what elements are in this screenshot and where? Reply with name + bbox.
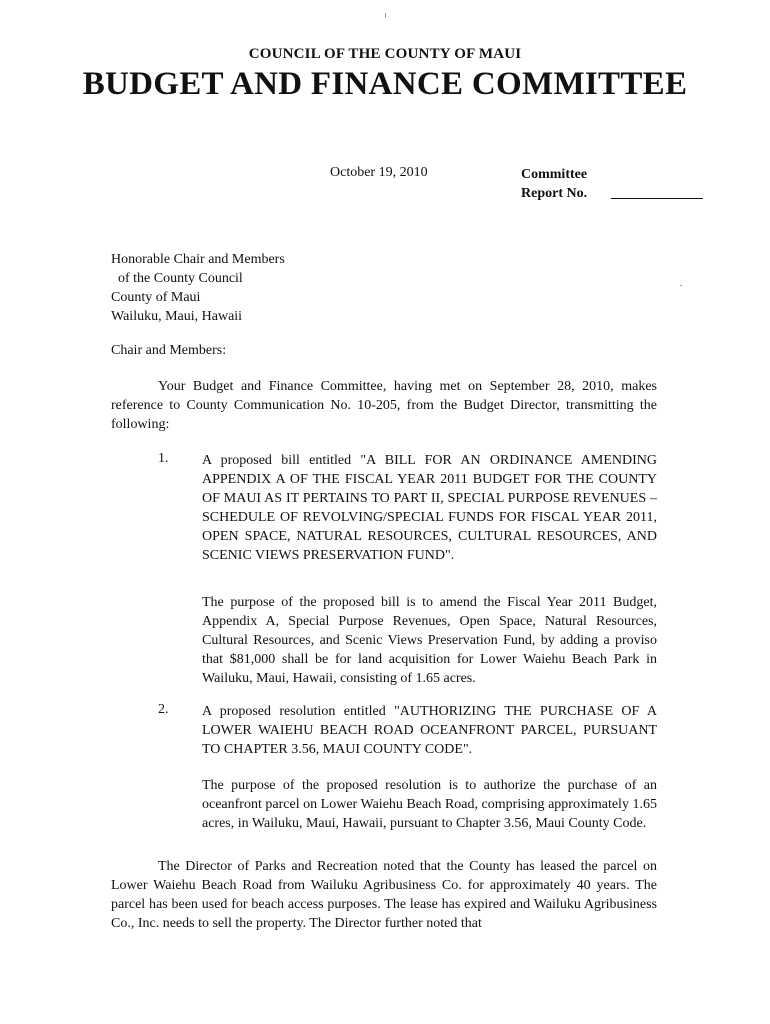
item-title: A proposed resolution entitled "AUTHORIZING THE PURCHASE OF A LOWER WAIEHU BEACH ROAD OCEANFRONT PARCEL, PURSUANT TO CHAPTER 3.56, MAUI COUNTY CODE". (202, 704, 657, 757)
item-purpose: The purpose of the proposed bill is to amend the Fiscal Year 2011 Budget, Appendix A, Special Purpose Revenues, Open Space, Natural Resources, Cultural Resources, and Scenic Views Preservation Fund, by adding a proviso that $81,000 shall be for land acquisition for Lower Waiehu Beach Park in Wailuku, Maui, Hawaii, consisting of 1.65 acres. (202, 595, 657, 686)
item-number: 1. (158, 451, 169, 466)
addressee-line: Wailuku, Maui, Hawaii (111, 309, 243, 324)
addressee-line: Honorable Chair and Members (111, 252, 285, 267)
item-title: A proposed bill entitled "A BILL FOR AN ORDINANCE AMENDING APPENDIX A OF THE FISCAL YEAR 2011 BUDGET FOR THE COUNTY OF MAUI AS IT PERTAINS TO PART II, SPECIAL PURPOSE REVENUES – SCHEDULE OF REVOLVING/SPECIAL FUNDS FOR FISCAL YEAR 2011, OPEN SPACE, NATURAL RESOURCES, CULTURAL RESOURCES, AND SCENIC VIEWS PRESERVATION FUND". (202, 453, 657, 563)
committee-report-label (521, 165, 587, 203)
addressee-line: of the County Council (118, 271, 243, 286)
addressee-block (111, 250, 285, 326)
report-number-blank (611, 198, 703, 199)
item-number: 2. (158, 702, 169, 717)
item-purpose: The purpose of the proposed resolution is to authorize the purchase of an oceanfront parcel on Lower Waiehu Beach Road, comprising approximately 1.65 acres, in Wailuku, Maui, Hawaii, pursuant to Chapter 3.56, Maui County Code. (202, 778, 657, 831)
addressee-line: County of Maui (111, 290, 201, 305)
report-date: October 19, 2010 (330, 165, 428, 180)
council-heading: COUNCIL OF THE COUNTY OF MAUI (248, 46, 522, 62)
scan-mark (680, 285, 682, 286)
report-label-line1: Committee (521, 167, 588, 182)
report-label-line2: Report No. (521, 186, 588, 201)
intro-paragraph: Your Budget and Finance Committee, having met on September 28, 2010, makes reference to County Communication No. 10-205, from the Budget Director, transmitting the following: (111, 379, 657, 432)
director-paragraph: The Director of Parks and Recreation noted that the County has leased the parcel on Lower Waiehu Beach Road from Wailuku Agribusiness Co. for approximately 40 years. The parcel has been used for beach access purposes. The lease has expired and Wailuku Agribusiness Co., Inc. needs to sell the property. The Director further noted that (111, 859, 657, 931)
scan-mark (385, 13, 386, 18)
salutation: Chair and Members: (111, 343, 227, 358)
committee-title: BUDGET AND FINANCE COMMITTEE (82, 66, 688, 102)
